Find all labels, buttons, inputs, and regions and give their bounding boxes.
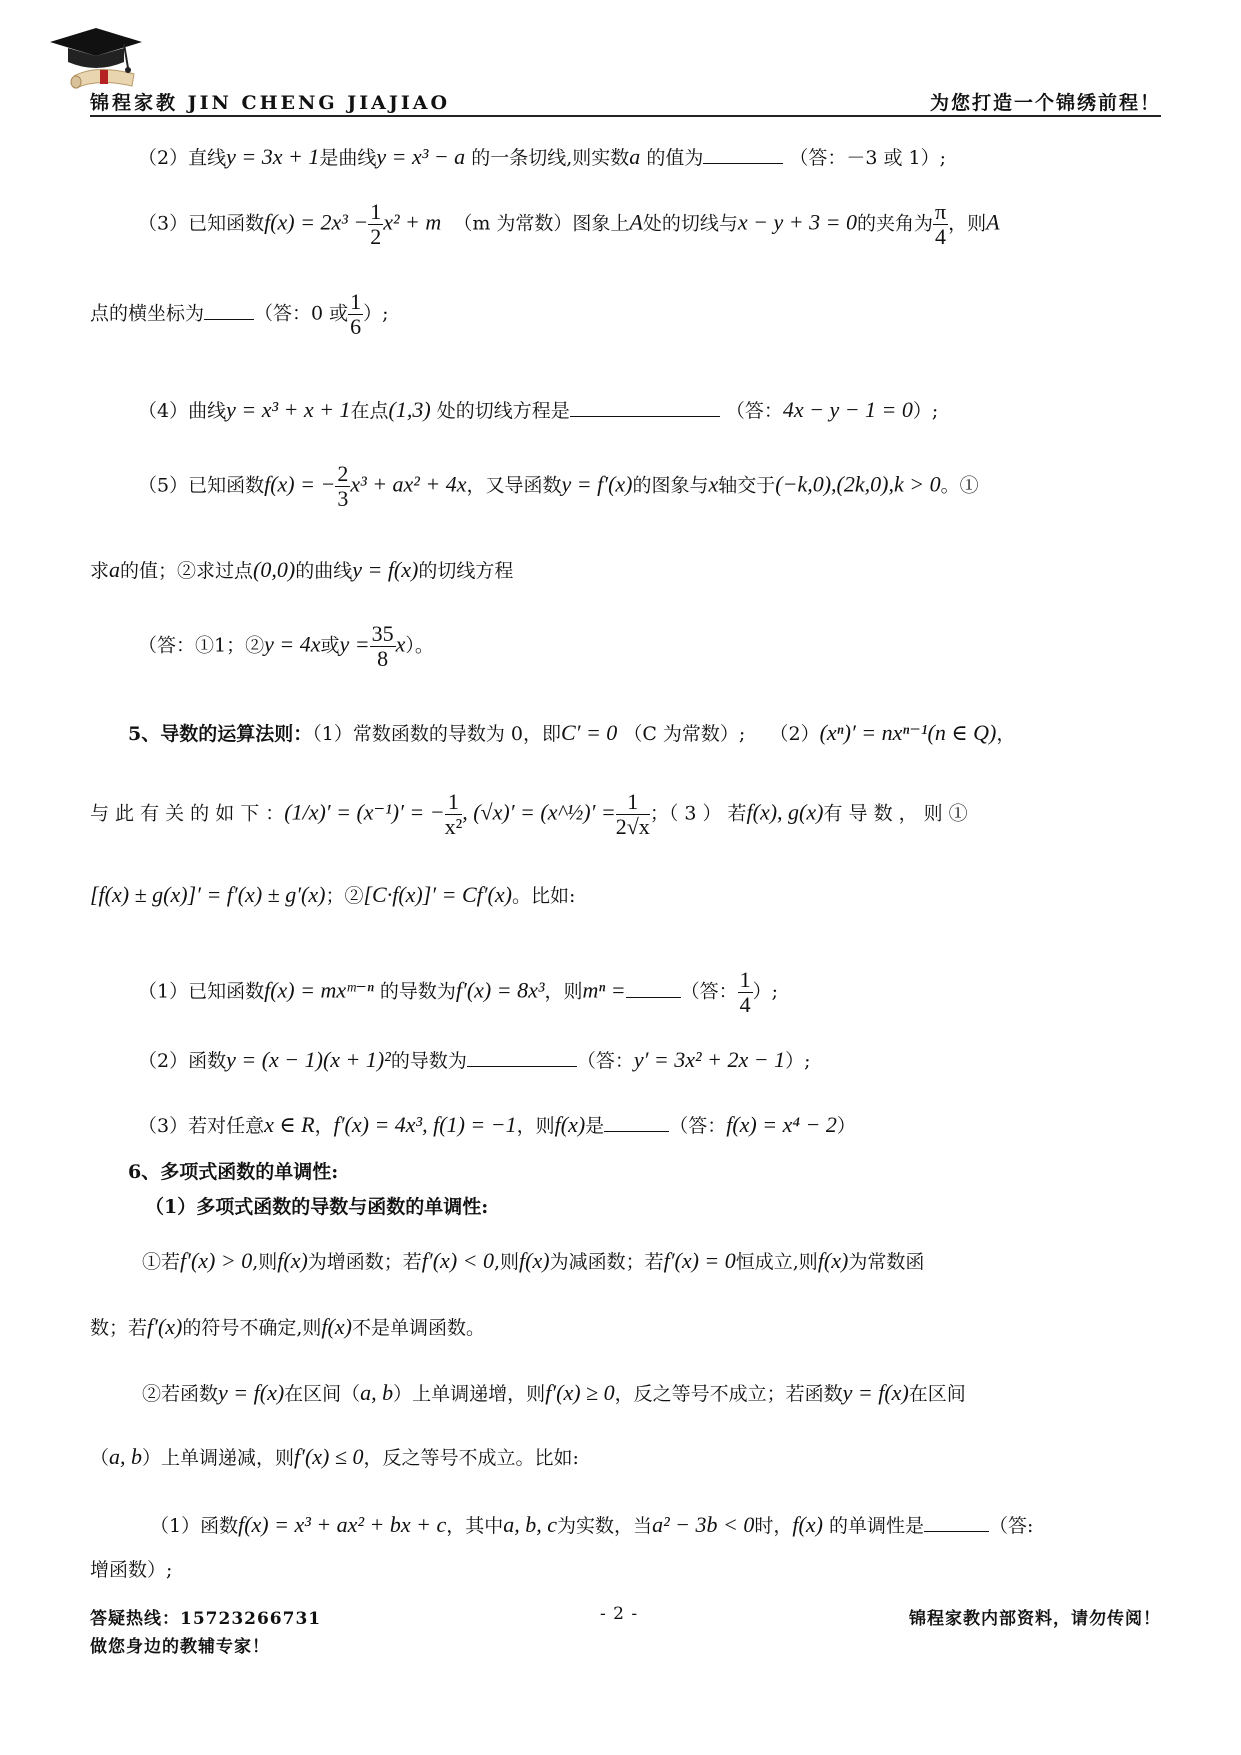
header-brand: 锦程家教 JIN CHENG JIAJIAO: [90, 92, 451, 114]
section-5-line-3: [f(x) ± g(x)]′ = f′(x) ± g′(x)；②[C·f(x)]′ = Cf′(x)。比如:: [90, 882, 576, 907]
section-6-title: 6、多项式函数的单调性:: [128, 1161, 339, 1183]
answer-blank: [924, 1512, 989, 1532]
section-6-para-2-cont: （a, b）上单调递减，则f′(x) ≤ 0，反之等号不成立。比如:: [90, 1444, 579, 1469]
footer-hotline: 答疑热线：15723266731: [90, 1609, 322, 1629]
item-4-4: （4）曲线y = x³ + x + 1在点(1,3) 处的切线方程是 （答：4x − y − 1 = 0）;: [138, 397, 939, 422]
answer-blank: [467, 1047, 577, 1067]
footer-note: 锦程家教内部资料，请勿传阅！: [909, 1609, 1161, 1629]
answer-blank: [703, 144, 783, 164]
item-4-3-cont: 点的横坐标为 （答：0 或 $\frac{1}{6}$ ）;: [90, 289, 389, 340]
item-4-3: （3）已知函数f(x) = 2x³ − $\frac{1}{2}$ x² + m （m 为常数）图象上A处的切线与x − y + 3 = 0的夹角为 $\frac{\pi}{4}$ ，则A: [138, 199, 1000, 250]
footer-page-number: - 2 -: [600, 1604, 639, 1624]
answer-blank: [204, 300, 254, 320]
item-4-5-cont: 求a的值；②求过点(0,0)的曲线y = f(x)的切线方程: [90, 557, 514, 582]
item-5-2: （2）函数y = (x − 1)(x + 1)²的导数为 （答：y′ = 3x² + 2x − 1）;: [138, 1047, 811, 1072]
graduation-cap-diploma-icon: [46, 24, 146, 92]
footer-slogan: 做您身边的教辅专家！: [90, 1637, 270, 1657]
section-5-line-2: 与 此 有 关 的 如 下 ：(1/x)′ = (x⁻¹)′ = − $\frac{1}{\text{x²}}$ , (√x)′ = (x^½)′ = $\frac{1}{2√x}$ ；（ 3 ） 若f(x), g(x)有 导 数 ， 则 ①: [90, 789, 968, 840]
item-4-5-answer: （答：①1；②y = 4x或y = $\frac{35}{8}$ x）。: [138, 621, 434, 672]
section-6-example-1: （1）函数f(x) = x³ + ax² + bx + c，其中a, b, c为实数，当a² − 3b < 0时，f(x) 的单调性是 （答:: [150, 1512, 1034, 1537]
section-5-title-line: 5、导数的运算法则：（1）常数函数的导数为 0，即C′ = 0 （C 为常数）; （2）(xⁿ)′ = nxⁿ⁻¹(n ∈ Q)，: [128, 720, 1016, 745]
header-slogan: 为您打造一个锦绣前程！: [929, 92, 1161, 114]
answer-blank: [626, 978, 681, 998]
item-5-1: （1）已知函数f(x) = mxᵐ⁻ⁿ 的导数为f′(x) = 8x³，则mⁿ = （答： $\frac{1}{4}$ ）;: [138, 967, 779, 1018]
section-6-subtitle: （1）多项式函数的导数与函数的单调性:: [145, 1196, 489, 1218]
answer-blank: [604, 1112, 669, 1132]
section-6-para-1: ①若f′(x) > 0,则f(x)为增函数；若f′(x) < 0,则f(x)为减函数；若f′(x) = 0恒成立,则f(x)为常数函: [142, 1248, 925, 1273]
item-4-2: （2）直线y = 3x + 1是曲线y = x³ − a 的一条切线,则实数a 的值为 （答：－3 或 1）;: [138, 144, 947, 169]
answer-blank: [570, 397, 720, 417]
item-4-5: （5）已知函数f(x) = − $\frac{2}{3}$ x³ + ax² + 4x，又导函数y = f′(x)的图象与x轴交于(−k,0),(2k,0),k > 0。①: [138, 461, 979, 512]
section-6-example-1-cont: 增函数）;: [90, 1559, 173, 1581]
section-6-para-1-cont: 数；若f′(x)的符号不确定,则f(x)不是单调函数。: [90, 1314, 485, 1339]
section-6-para-2: ②若函数y = f(x)在区间（a, b）上单调递增，则f′(x) ≥ 0，反之等号不成立；若函数y = f(x)在区间: [142, 1380, 966, 1405]
item-5-3: （3）若对任意x ∈ R，f′(x) = 4x³, f(1) = −1，则f(x)是 （答：f(x) = x⁴ − 2）: [138, 1112, 856, 1137]
header-rule: [90, 115, 1161, 117]
